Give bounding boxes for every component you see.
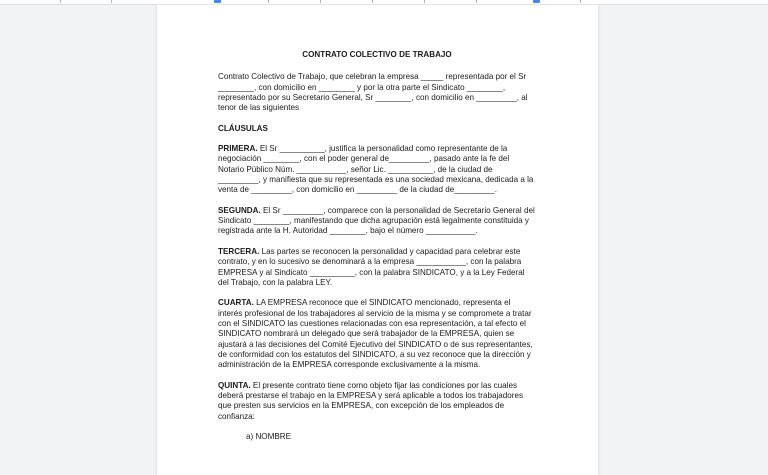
clause-label: CUARTA. xyxy=(218,298,254,308)
clause-label: SEGUNDA. xyxy=(218,205,261,215)
clause-quinta xyxy=(218,381,536,422)
ruler-tick xyxy=(268,0,269,3)
clauses-heading: CLÁUSULAS xyxy=(218,123,268,133)
ruler-tick xyxy=(60,0,61,3)
clause-segunda xyxy=(218,206,536,237)
right-indent-marker-icon[interactable] xyxy=(533,0,540,3)
clause-label: PRIMERA. xyxy=(218,144,258,154)
clause-cuarta xyxy=(218,298,536,370)
left-indent-marker-icon[interactable] xyxy=(214,0,221,3)
clause-text: El presente contrato tiene corno objeto fijar las condiciones por las cuales deberá prestarse el trabajo en la EMPRESA y será aplicable a todos los trabajadores que presten sus servicios en la EMPRESA, con excepción de los empleados de confianza: xyxy=(218,380,524,421)
document-title: CONTRATO COLECTIVO DE TRABAJO xyxy=(302,50,452,59)
intro-paragraph: Contrato Colectivo de Trabajo, que celebran la empresa _____ representada por el Sr ________, con domicilio en ________ y por la otra parte el Sindicato ________, representado por su Secretario General, Sr ________, con domicilio en _________, al tenor de las siguientes xyxy=(218,72,528,113)
clause-tercera xyxy=(218,247,536,288)
ruler-tick xyxy=(476,0,477,3)
ruler-tick xyxy=(424,0,425,3)
list-item: a) NOMBRE xyxy=(246,431,291,441)
clause-label: QUINTA. xyxy=(218,380,251,390)
ruler-tick xyxy=(580,0,581,3)
ruler-tick xyxy=(320,0,321,3)
clause-primera xyxy=(218,144,536,196)
clause-text: El Sr __________, justifica la personalidad como representante de la negociación ________, con el poder general de_________, pasado ante la fe del Notario Público Núm. ___________, señor Lic. __________, de la ciudad de _________, y manifiesta que su representada es una sociedad mexicana, dedicada a la venta de _________, con domicilio en _________ de la ciudad de_________. xyxy=(218,144,534,195)
document-body[interactable] xyxy=(218,50,536,442)
ruler-tick xyxy=(111,0,112,3)
ruler-tick xyxy=(372,0,373,3)
clause-label: TERCERA. xyxy=(218,246,260,256)
clause-text: El Sr _________, comparece con la personalidad de Secretario General del Sindicato ________, manifestando que dicha agrupación está legalmente constituida y registrada ante la H. Autoridad ________, bajo el número ___________. xyxy=(218,205,535,236)
clause-text: Las partes se reconocen la personalidad y capacidad para celebrar este contrato, y en lo sucesivo se denominará a la empresa ___________, con la palabra EMPRESA y al Sindicato __________, con la palabra SINDICATO, y a la Ley Federal del Trabajo, con la palabra LEY. xyxy=(218,246,525,287)
document-page[interactable] xyxy=(157,5,598,475)
clause-text: LA EMPRESA reconoce que el SINDICATO mencionado, representa el interés profesional de los trabajadores al servicio de la misma y se compromete a tratar con el SINDICATO las cuestiones relacionadas con esa representación, a tal efecto el SINDICATO nombrará un delegado que será trabajador de la EMPRESA, quien se ajustará a las decisiones del Comité Ejecutivo del SINDICATO o de sus representantes, de conformidad con los estatutos del SINDICATO, a su vez reconoce que la dirección y administración de la EMPRESA corresponde exclusivamente a la misma. xyxy=(218,298,533,370)
